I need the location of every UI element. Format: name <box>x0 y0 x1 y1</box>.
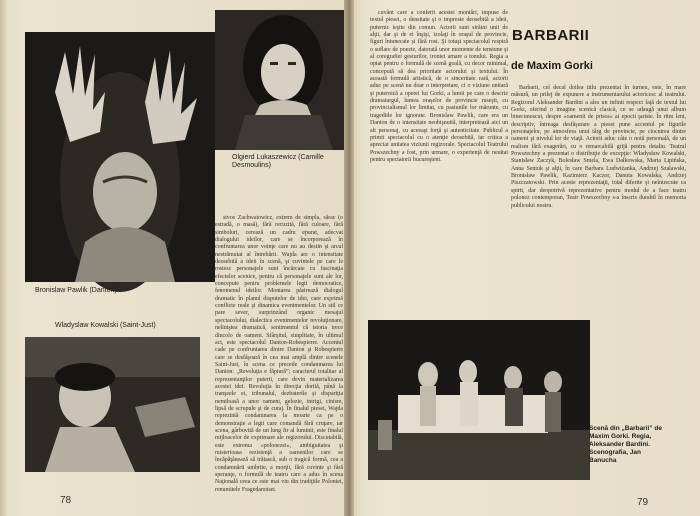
page-number-left: 78 <box>60 495 72 506</box>
photo-kowalski-image <box>25 337 200 472</box>
right-column-right-paragraph: Barbarii, cel decal doilea titlu prezentat în turneu, este, în mare măsură, un prilej de expunere a instrumentarului actoricesc al teatrului. Regizorul Aleksander Bardini a ales un infinit respect faţă de textul lui Gorki, oferind o imagine scenică clasică, ce se adaugă unui album binecunoscut, despre «oamenii de prisos» ai epocii ţariste. În ritm lent, descriptiv, întreaga desfăşurare a piesei pune accentul pe figurile personajelor, pe atmosfera unui târg de provincie, pe ciocnirea dintre oameni şi nivelul lor de viaţă. Actorii aduc câte o notă personală, de un realism fără exagerări, cu o remarcabilă grijă pentru detaliu. Teatrul Powszechny a prezentat o distribuţie de excepţie: Władysław Kowalski, Stanisław Zaczyk, Bolesław Smela, Ewa Dałkowska, Marta Lipińska, Anna Seniuk şi alţii, în care Barbara Ludwiżanka, Andrzej Szalawski, Bronisław Pawlik, Kazimierz Kaczor, Danuta Kowalska, Andrzej Piszczatowski. Prin aceste reprezentaţii, total diferite şi neîntrecute ca spirit, dar deopotrivă reprezentative pentru modul de a face teatru polonez contemporan, Teatr Powszechny s-a înscris durabil în memoria publicului nostru. <box>511 85 686 209</box>
photo-lukasiewicz-image <box>215 10 350 150</box>
right-column-right-text <box>511 85 686 315</box>
photo-kowalski <box>25 337 200 472</box>
left-body-text <box>215 215 343 493</box>
article-title: BARBARII <box>512 27 590 44</box>
photo-barbarii-scene-image <box>368 320 590 480</box>
caption-pawlik: Bronislaw Pawlik (Danton) <box>35 287 117 294</box>
book-gutter <box>344 0 354 516</box>
left-page <box>0 0 348 516</box>
photo-barbarii-scene <box>368 320 590 480</box>
photo-pawlik-hands-image <box>25 32 215 282</box>
left-body-paragraph: stvos Zachwatowicz, extrem de simpla, sărac (o estradă, o masă), fără recuzită, fără culoare, fără simboluri, cerează un cadru epurat, adecvat dialogului ideilor, care se încorporează în confruntarea unor voinţe care nu au destin şi arcul nestrămutat al întrebării. Wajda are o intensitate deosebită a ideii în scenă, şi cuvintele pe care le rostesc personajele sunt încărcate cu fascinaţia efectelor scenice, pentru că personajele sunt ale lor, concepute pentru problemele legii democratice, fenomenul ideilor. Montarea păstrează dialogul dramatic în planul disputelor de idei, care exprimă conflicte reale şi dinamica evenimentelor. Un stil ce pare sever, surprinzând organic mesajul spectacolului, dialectica evenimentelor revoluţionare, neliniştea dramatică, sentimentul că istoria trece dincolo de oameni. Sfârşitul, simplitate, în ultimul act, este spectacolul Danton-Robespierre. Accentul cade pe confruntarea dintre Danton şi Robespierre care se desfăşoară în cea mai amplă dintre scenele Saint-Just, în scena ce precede condamnarea lui Danton: „Revoluţia e făptură”; caracterul totalitar al reprezentanţilor puterii, care devin materializarea acestei idei. Revoluţia în direcţia dorită, până la tranşeele ei, tribunalul, dezbaterile şi dispariţia nemiloasă a unor oameni, gelozie, intrigi, cinism, lipsă de scrupule şi de curaj. În finalul piesei, Wajda reprezintă condamnarea la moarte ca pe o demonstraţie a legii care comandă fără cruţare, iar scena, gârbovită de un lung fir al luminii, este finalul mijloacelor de exprimare ale regizorului. Discutabilă, este extrema «polonezei», ambiguitatea şi misterioasa rezistenţă a oamenilor care se încăpăţânează să trăiască, sub o tragică formă, cea a condamnării umbrite, a morţii, fără cuvinte şi fără speranţe, o formulă de teatru care a adus în scena Naţională ceea ce este mai viu din tradiţiile Poloniei, renumitele Fragedanoiset. <box>215 215 343 493</box>
right-column-left-paragraph: cuvânt care a conferit acestei montări, impuse de textul piesei, o densitate şi o impresie deosebită a ideii, puternic ieşite din comun. Actorii sunt străini unii de alţii, dar şi de ei înşişi, izolaţi în oraşul de provincie, figuri întunecate şi fără rost. Şi totuşi spectacolul respiră o suflare de poezie, datorată unor momente de tensiune şi al coregrafiei gesturilor, ironiei amare a tonului. Regia a optat pentru o formulă de scenă goală, cu decor minimal, concepută să dea prioritate actorului şi textului. În această formulă artistică, de o sinceritate rară, actorii aduc pe scenă nu doar o interpretare, ci o viziune unitară şi puternică a operei lui Gorki, a lumii pe care o descrie dramaturgul, lumea oraşelor de provincie ruseşti, cu provincialismul lor limitat, cu pasiunile lor mărunte, cu tragediile lor ignorate. Bronislaw Pawlik, care era un Danton de o intensitate neobişnuită, interpretează aici un alt personaj, cu aceeaşi forţă şi autenticitate. Publicul a primit spectacolul cu o atenţie deosebită, iar critica a apreciat unitatea viziunii regizorale. Spectacolul Teatrului Powszechny a fost, prin urmare, o experienţă de neuitat pentru spectatorii bucureşteni. <box>370 10 508 163</box>
right-column-left-text <box>370 10 508 310</box>
article-subtitle: de Maxim Gorki <box>511 60 593 72</box>
page-number-right: 79 <box>637 497 649 508</box>
photo-lukasiewicz <box>215 10 350 150</box>
photo-pawlik-hands <box>25 32 215 282</box>
right-page <box>348 0 700 516</box>
caption-kowalski: Wladyslaw Kowalski (Saint-Just) <box>55 322 156 329</box>
caption-lukasiewicz: Olgierd Lukaszewicz (Camille Desmoulins) <box>232 154 324 169</box>
scene-caption: Scenă din „Barbarii” de Maxim Gorki. Regia, Aleksander Bardini. Scenografia, Jan Banucha <box>589 425 662 464</box>
